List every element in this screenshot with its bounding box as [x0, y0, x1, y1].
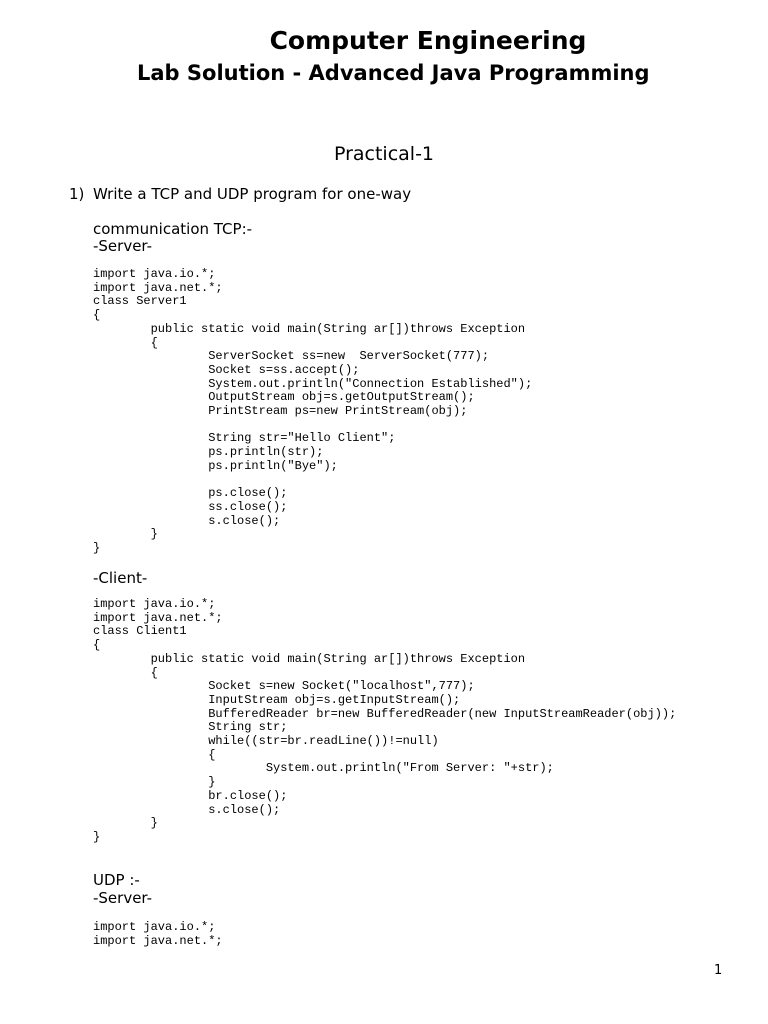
question-number: 1): [69, 185, 85, 203]
tcp-heading: communication TCP:-: [93, 220, 253, 238]
tcp-server-code: import java.io.*; import java.net.*; class Server1 { public static void main(String ar[])throws Exception { ServerSocket ss=new ServerSocket(777); Socket s=ss.accept(); System.out.println("Connection Established"); OutputStream obj=s.getOutputStream(); PrintStream ps=new PrintStream(obj); String str="Hello Client"; ps.println(str); ps.println("Bye"); ps.close(); ss.close(); s.close(); } }: [93, 267, 533, 556]
page-number: 1: [714, 963, 723, 978]
tcp-client-label: -Client-: [93, 569, 148, 587]
question-text: Write a TCP and UDP program for one-way: [93, 185, 412, 203]
document-subtitle: Lab Solution - Advanced Java Programming: [137, 61, 650, 85]
practical-title: Practical-1: [333, 143, 435, 165]
tcp-client-code: import java.io.*; import java.net.*; class Client1 { public static void main(String ar[])throws Exception { Socket s=new Socket("localhost",777); InputStream obj=s.getInputStream(); BufferedReader br=new BufferedReader(new InputStreamReader(obj)); String str; while((str=br.readLine())!=null) { System.out.println("From Server: "+str); } br.close(); s.close(); } }: [93, 597, 677, 844]
udp-server-code: import java.io.*; import java.net.*;: [93, 920, 223, 948]
document-title: Computer Engineering: [269, 26, 587, 55]
tcp-server-label: -Server-: [93, 237, 153, 255]
udp-server-label: -Server-: [93, 889, 153, 907]
udp-heading: UDP :-: [93, 871, 140, 889]
